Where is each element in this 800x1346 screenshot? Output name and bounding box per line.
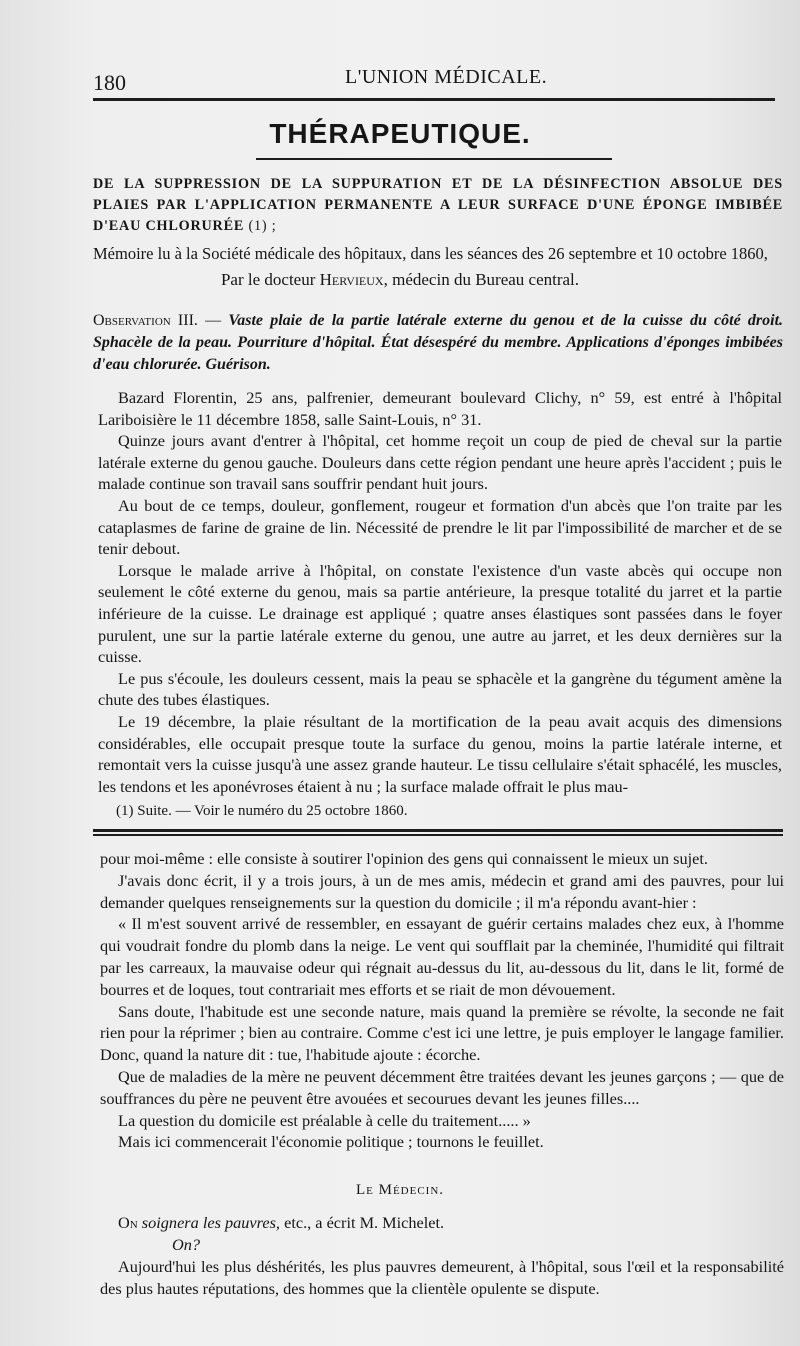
paragraph: Le 19 décembre, la plaie résultant de la mortification de la peau avait acquis des dimensions considérables, elle occupait presque toute la surface du genou, moins la partie latérale interne, et remontait vers la cuisse jusqu'à une assez grande hauteur. Le tissu cellulaire s'était sphacélé, les muscles, les tendons et les aponévroses étaient à nu ; la surface malade offrait le plus mau- [98,711,782,796]
feuilleton-paragraph: Mais ici commencerait l'économie politique ; tournons le feuillet. [118,1132,544,1152]
author-suffix: , médecin du Bureau central. [383,270,580,289]
closing-line-2 [100,1234,784,1256]
article-body [98,387,782,797]
observation-summary: Vaste plaie de la partie latérale externe du genou et de la cuisse du côté droit. Sphacèle de la peau. Pourriture d'hôpital. État désespéré du membre. Applications d'éponges imbibées d'eau chlorurée. Guérison. [93,312,784,373]
article-title [93,174,783,237]
closing-line-1 [100,1212,784,1234]
page-number: 180 [93,70,126,95]
header-rule [93,98,775,101]
paragraph: Quinze jours avant d'entrer à l'hôpital, cet homme reçoit un coup de pied de cheval sur la partie latérale externe du genou gauche. Douleurs dans cette région pendant une heure après l'accident ; puis le malade continue son travail sans souffrir pendant huit jours. [98,431,782,494]
observation-dash: — [197,312,229,329]
paragraph: Lorsque le malade arrive à l'hôpital, on constate l'existence d'un vaste abcès qui occupe non seulement le côté externe du genou, mais sa partie antérieure, la presque totalité du jarret et la partie inférieure de la cuisse. Le drainage est appliqué ; quatre anses élastiques sont passées dans le foyer purulent, une sur la partie latérale externe du genou, une autre au jarret, et les deux dernières sur la cuisse. [98,560,782,667]
closing-quote: soignera les pauvres, [141,1213,281,1232]
section-title: THÉRAPEUTIQUE. [269,118,531,149]
closing-section [100,1212,784,1300]
running-title: L'UNION MÉDICALE. [345,66,548,88]
paragraph: Bazard Florentin, 25 ans, palfrenier, demeurant boulevard Clichy, n° 59, est entré à l'hôpital Lariboisière le 11 décembre 1858, salle Saint-Louis, n° 31. [98,388,782,429]
feuilleton-body [100,848,784,1153]
paragraph: Au bout de ce temps, douleur, gonflement, rougeur et formation d'un abcès que l'on traite par les cataplasmes de farine de graine de lin. Nécessité de prendre le lit par l'impossibilité de marcher et de se tenir debout. [98,495,782,559]
feuilleton-paragraph: La question du domicile est préalable à celle du traitement..... » [118,1110,531,1130]
closing-line-3: Aujourd'hui les plus déshérités, les plus pauvres demeurent, à l'hôpital, sous l'œil et la responsabilité des plus hautes réputations, des hommes que la clientèle opulente se dispute. [100,1257,784,1298]
feuilleton-rule-top [93,829,783,832]
feuilleton-paragraph: pour moi-même : elle consiste à soutirer l'opinion des gens qui connaissent le mieux un sujet. [100,849,708,868]
memoire-line: Mémoire lu à la Société médicale des hôpitaux, dans les séances des 26 septembre et 10 octobre 1860, [93,244,768,263]
author-name: Hervieux [319,270,384,289]
signature: Le Médecin. [355,1182,445,1198]
feuilleton-paragraph: Sans doute, l'habitude est une seconde nature, mais quand la première se révolte, la seconde ne fait rien pour la réprimer ; bien au contraire. Comme c'est ici une lettre, je puis employer le langage familier. Donc, quand la nature dit : tue, l'habitude ajoute : écorche. [100,1001,784,1065]
section-rule [256,158,612,160]
observation-label: Observation III. [93,312,198,329]
closing-question: On? [172,1235,201,1254]
observation-heading [93,310,783,376]
closing-attribution: etc., a écrit M. Michelet. [284,1213,445,1232]
article-title-text: DE LA SUPPRESSION DE LA SUPPURATION ET DE LA DÉSINFECTION ABSOLUE DES PLAIES PAR L'APPLICATION PERMANENTE A LEUR SURFACE D'UNE ÉPONGE IMBIBÉE D'EAU CHLORURÉE [93,176,783,234]
feuilleton-paragraph: Que de maladies de la mère ne peuvent décemment être traitées devant les jeunes garçons ; — que de souffrances du père ne peuvent être avouées et secourues devant les jeunes filles.... [100,1066,784,1108]
closing-on: On [118,1213,138,1232]
feuilleton-paragraph: « Il m'est souvent arrivé de ressembler, en essayant de guérir certains malades chez eux, à l'homme qui voudrait fondre du plomb dans la neige. Le vent qui soufflait par la cheminée, l'humidité qui filtrait par les carreaux, la mauvaise odeur qui régnait au-dessus du lit, au-dessous du lit, dans le lit, formé de bourres et de loques, tout contrariait mes efforts et se riait de mon dévouement. [100,914,784,999]
author-prefix: Par le docteur [220,270,316,289]
feuilleton-rule-bottom [93,834,783,836]
paragraph: Le pus s'écoule, les douleurs cessent, mais la peau se sphacèle et la gangrène du tégument amène la chute des tubes élastiques. [98,668,782,710]
footnote-mark: (1) ; [248,218,277,234]
footnote: (1) Suite. — Voir le numéro du 25 octobre 1860. [116,803,408,819]
author-line [0,270,800,290]
feuilleton-paragraph: J'avais donc écrit, il y a trois jours, à un de mes amis, médecin et grand ami des pauvres, pour lui demander quelques renseignements sur la question du domicile ; il m'a répondu avant-hier : [100,870,784,912]
